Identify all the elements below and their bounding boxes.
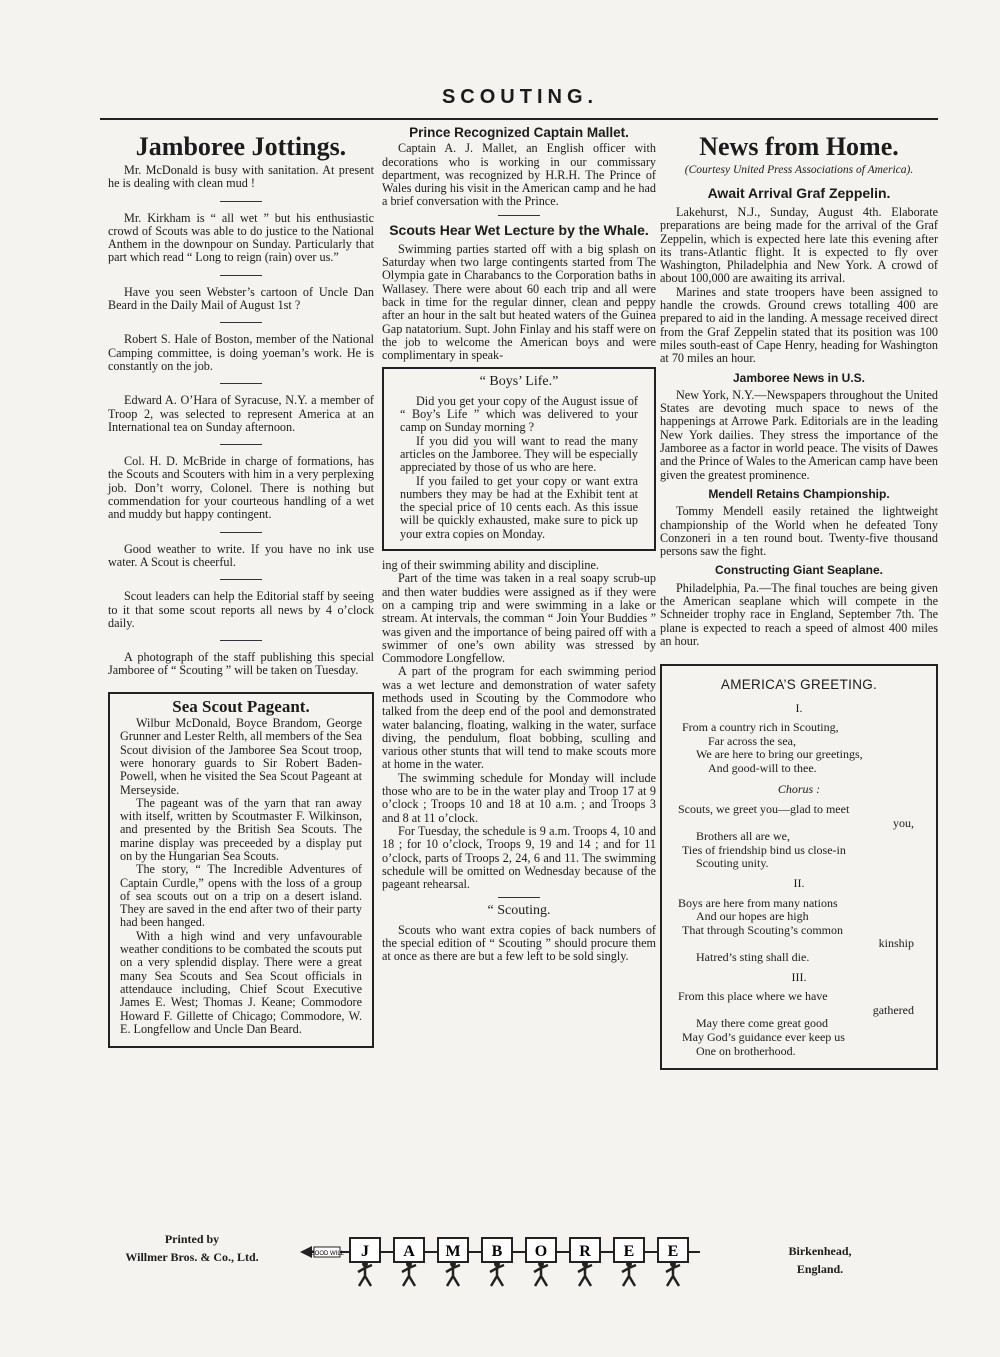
jotting-paragraph: Col. H. D. McBride in charge of formations, has the Scouts and Scouters with him in a very perplexing job. Don’t worry, Colonel. There is nothing but commendation for your courteous handling of a wet and muddy but happy contingent.	[108, 454, 374, 522]
stanza-number: I.	[795, 700, 803, 715]
column-1	[108, 124, 374, 1048]
scout-head-icon	[494, 1261, 500, 1267]
credit-line: (Courtesy United Press Associations of America).	[684, 164, 914, 176]
seaplane-paragraph: Philadelphia, Pa.—The final touches are being given the American seaplane which will compete in the Schneider trophy race in England, September 7th. The plane is expected to reach a speed of almost 400 miles an hour.	[660, 580, 938, 648]
poem-line: gathered	[872, 1002, 914, 1017]
logo-letter: A	[403, 1243, 415, 1260]
scout-head-icon	[538, 1261, 544, 1267]
separator	[220, 444, 262, 445]
logo-letter: R	[579, 1243, 591, 1260]
column-2	[382, 124, 656, 964]
jotting-paragraph: Good weather to write. If you have no ink use water. A Scout is cheerful.	[108, 541, 374, 569]
footer	[0, 1228, 1000, 1288]
zeppelin-paragraph: Marines and state troopers have been assigned to handle the crowds. Ground crews totalling 400 are prepared to aid in the landing. A message received direct from the Graf Zeppelin stated that its position was 100 miles south-east of Cape Henry, heading for Washington at 70 miles an hour.	[660, 284, 938, 366]
boys-life-paragraph: If you did you will want to read the many articles on the Jamboree. They will be especially appreciated by those of us who are here.	[400, 433, 638, 475]
poem-line: One on brotherhood.	[696, 1043, 796, 1058]
separator	[220, 322, 262, 323]
jamboree-news-paragraph: New York, N.Y.—Newspapers throughout the United States are devoting much space to news of the happenings at Arrowe Park. Editorials are in the leading New York dailies. They stress the importance of the Jamboree as a factor in world peace. The visits of Dawes and the Prince of Wales to the American camp have been given the greatest prominence.	[660, 387, 938, 482]
scout-figure-icon	[622, 1264, 636, 1286]
pageant-paragraph: Wilbur McDonald, Boyce Brandom, George Grunner and Lester Relth, all members of the Sea Scout division of the Jamboree Sea Scout troop, were honorary guards to Sir Robert Baden-Powell, when he visited the Sea Scout Pageant at Merseyside.	[120, 716, 362, 797]
scout-figure-icon	[490, 1264, 504, 1286]
zeppelin-title: Await Arrival Graf Zeppelin.	[707, 185, 891, 201]
mallet-paragraph: Captain A. J. Mallet, an English officer with decorations who is working in our commissary department, was recognized by H.R.H. The Prince of Wales during his visit in the American camp and he had a brief conversation with the Prince.	[382, 141, 656, 209]
scout-head-icon	[582, 1261, 588, 1267]
separator	[220, 579, 262, 580]
stanza-number: III.	[791, 969, 807, 984]
jotting-paragraph: A photograph of the staff publishing this special Jamboree of “ Scouting ” will be taken on Tuesday.	[108, 650, 374, 678]
jotting-paragraph: Mr. McDonald is busy with sanitation. At present he is dealing with clean mud !	[108, 163, 374, 191]
stanza-number: II.	[793, 876, 805, 891]
poem-line: Hatred’s sting shall die.	[696, 950, 810, 964]
separator	[220, 532, 262, 533]
scout-figure-icon	[446, 1264, 460, 1286]
americas-greeting-box	[660, 664, 938, 1070]
scout-head-icon	[670, 1261, 676, 1267]
whale-paragraph: A part of the program for each swimming period was a wet lecture and demonstration of water safety methods used in Scouting by the Commodore who talked from the deep end of the pool and demonstrated water balancing, floating, walking in the water, surface diving, the pendulum, float bobbing, sculling and various other stunts that will tend to make scouts more at home in the water.	[382, 664, 656, 772]
scout-head-icon	[626, 1261, 632, 1267]
boys-life-paragraph: If you failed to get your copy or want extra numbers they may be had at the Exhibit tent at the special price of 10 cents each. As this issue will be quickly exhausted, make sure to pick up your extra copies on Monday.	[400, 473, 638, 541]
poem-line: Scouting unity.	[696, 856, 769, 871]
whale-paragraph: The swimming schedule for Monday will include those who are to be in the water play and Troop 17 at 9 o’clock ; Troops 10 and 18 at 10 a.m. ; and Troops 3 and 8 at 11 o’clock.	[382, 770, 656, 825]
scout-figure-icon	[402, 1264, 416, 1286]
jotting-paragraph: Edward A. O’Hara of Syracuse, N.Y. a member of Troop 2, was selected to represent America at an International tea on Sunday afternoon.	[108, 393, 374, 434]
whale-paragraph: ing of their swimming ability and discipline.	[382, 558, 599, 573]
seaplane-title: Constructing Giant Seaplane.	[714, 563, 884, 578]
poem-line: And good-will to thee.	[708, 760, 817, 775]
separator	[220, 275, 262, 276]
printed-by-label: Printed by	[164, 1232, 220, 1246]
logo-letter: M	[445, 1243, 461, 1260]
masthead-rule	[100, 118, 938, 120]
separator	[498, 897, 540, 898]
zeppelin-paragraph: Lakehurst, N.J., Sunday, August 4th. Elaborate preparations are being made for the arrival of the Graf Zeppelin, which is expected here late this evening after its trans-Atlantic flight. It is expected to fly over Washington, Philadelphia and New York. A crowd of about 100,000 are awaiting its arrival.	[660, 205, 938, 286]
separator	[498, 215, 540, 216]
boys-life-title: “ Boys’ Life.”	[479, 374, 559, 390]
poem-line: Scouts, we greet you—glad to meet	[678, 802, 850, 817]
whale-title: Scouts Hear Wet Lecture by the Whale.	[389, 221, 649, 238]
scout-figure-icon	[358, 1264, 372, 1286]
poem-line: you,	[893, 815, 914, 830]
logo-letter: O	[534, 1243, 548, 1260]
jamboree-news-title: Jamboree News in U.S.	[732, 370, 866, 385]
jotting-paragraph: Robert S. Hale of Boston, member of the National Camping committee, is doing yoeman’s work. He is constantly on the job.	[108, 332, 374, 373]
poem-line: Far across the sea,	[708, 733, 796, 748]
pageant-paragraph: The story, “ The Incredible Adventures of Captain Curdle,” opens with the loss of a group of sea scouts out on a trip on a desert island. They are saved in the end after two of their party had been hanged.	[120, 862, 362, 930]
logo-letter: E	[667, 1243, 679, 1260]
separator	[220, 383, 262, 384]
whale-paragraph: For Tuesday, the schedule is 9 a.m. Troops 4, 10 and 18 ; for 10 o’clock, Troops 9, 19 and 14 ; and for 11 o’clock, parts of Troops 2, 24, 6 and 11. The swimming schedule will be omitted on Wednesday because of the pageant rehearsal.	[382, 823, 656, 892]
scout-head-icon	[406, 1261, 412, 1267]
poem-line: May there come great good	[696, 1016, 828, 1031]
separator	[220, 201, 262, 202]
country-label: England.	[796, 1262, 844, 1276]
jamboree-jottings-title: Jamboree Jottings.	[135, 132, 347, 161]
mendell-title: Mendell Retains Championship.	[708, 486, 890, 501]
pageant-paragraph: With a high wind and very unfavourable weather conditions to be combated the scouts put on a very splendid display. There were a great many Sea Scouts and Sea Scout officials in attendauce including, Chief Scout Executive James E. West; Thomas J. Keane; Commodore Howard F. Gillette of Chicago; Commodore, W. E. Longfellow and Uncle Dan Beard.	[120, 928, 362, 1036]
scout-figure-icon	[578, 1264, 592, 1286]
logo-letter: B	[491, 1243, 503, 1260]
poem-line: We are here to bring our greetings,	[696, 747, 863, 762]
logo-sign-text: GOOD WILL	[309, 1251, 345, 1257]
logo-letter: J	[361, 1243, 369, 1260]
pageant-paragraph: The pageant was of the yarn that ran away with itself, written by Scoutmaster F. Wilkinson, and presented by the British Sea Scouts. The marine display was preceeded by a display put on by the Hungarian Sea Scouts.	[120, 795, 362, 863]
masthead-title: SCOUTING.	[441, 86, 599, 108]
printer-name: Willmer Bros. & Co., Ltd.	[125, 1250, 259, 1264]
mendell-paragraph: Tommy Mendell easily retained the lightweight championship of the World when he defeated Tony Conzoneri in a ten round bout. Twenty-five thousand persons saw the fight.	[660, 504, 938, 559]
scout-figure-icon	[666, 1264, 680, 1286]
news-from-home-title: News from Home.	[699, 132, 899, 161]
poem-line: Brothers all are we,	[696, 829, 790, 844]
scouting-title: “ Scouting.	[487, 903, 551, 919]
poem-line: Boys are here from many nations	[678, 895, 838, 910]
sea-scout-pageant-box	[108, 692, 374, 1048]
jotting-paragraph: Scout leaders can help the Editorial staff by seeing to it that some scout reports all news by 4 o’clock daily.	[108, 589, 374, 630]
scout-head-icon	[450, 1261, 456, 1267]
separator	[220, 640, 262, 641]
poem-line: kinship	[878, 936, 914, 951]
printer-credit	[92, 1230, 292, 1266]
scout-head-icon	[362, 1261, 368, 1267]
greeting-poem	[678, 702, 920, 1059]
greeting-title: AMERICA’S GREETING.	[720, 677, 878, 693]
jamboree-banner-logo	[300, 1228, 712, 1290]
whale-paragraph: Part of the time was taken in a real soapy scrub-up and then water buddies were assigned as if they were on a camping trip and were swimming in a lake or stream. At intervals, the comman “ Join Your Buddies ” was given and the importance of being paired off with a swimmer of one’s own ability was stressed by Commodore Longfellow.	[382, 571, 656, 666]
poem-line: That through Scouting’s common	[682, 922, 843, 937]
scouting-paragraph: Scouts who want extra copies of back numbers of the special edition of “ Scouting ” should procure them at once as there are but a few left to be sold singly.	[382, 922, 656, 964]
poem-line: From a country rich in Scouting,	[682, 720, 839, 735]
poem-line: Ties of friendship bind us close-in	[682, 842, 846, 857]
logo-letter: E	[623, 1243, 635, 1260]
chorus-label: Chorus :	[777, 782, 821, 797]
sea-scout-pageant-title: Sea Scout Pageant.	[172, 696, 310, 716]
boys-life-box	[382, 367, 656, 551]
city-label: Birkenhead,	[788, 1244, 852, 1258]
scout-figure-icon	[534, 1264, 548, 1286]
column-3	[660, 124, 938, 1070]
place-credit	[760, 1242, 880, 1278]
poem-line: May God’s guidance ever keep us	[682, 1029, 845, 1044]
poem-line: And our hopes are high	[696, 909, 809, 924]
jotting-paragraph: Mr. Kirkham is “ all wet ” but his enthusiastic crowd of Scouts was able to do justice to the National Anthem in the downpour on Sunday. Particularly that part which read “ Long to reign (rain) over us.”	[108, 210, 374, 265]
mallet-title: Prince Recognized Captain Mallet.	[409, 125, 629, 140]
jotting-paragraph: Have you seen Webster’s cartoon of Uncle Dan Beard in the Daily Mail of August 1st ?	[108, 284, 374, 313]
boys-life-paragraph: Did you get your copy of the August issue of “ Boy’s Life ” which was delivered to your camp on Sunday morning ?	[400, 393, 638, 435]
poem-line: From this place where we have	[678, 989, 828, 1004]
whale-paragraph: Swimming parties started off with a big splash on Saturday when two large contingents started from The Olympia gate in Charabancs to the Corporation baths in Wallasey. There were about 60 each trip and all were back in time for the regular dinner, clean and peppy after an hour in the salt but heated waters of the Guinea Gap natatorium. Supt. John Finlay and his staff were on the job to welcome the American boys and were complimentary in speak-	[382, 241, 656, 363]
